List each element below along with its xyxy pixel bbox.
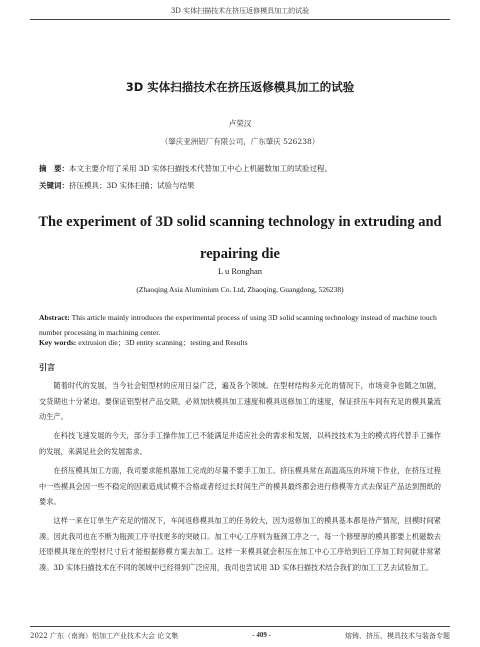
footer-topic: 熔铸、挤压、模具技术与装备专题 <box>345 632 450 640</box>
running-header: 3D 实体扫描技术在挤压返修模具加工的试验 <box>30 6 450 20</box>
page-footer <box>30 631 450 641</box>
english-keywords-text: extrusion die；3D entity scanning；testing and Results <box>78 338 248 347</box>
chinese-abstract-text: 本文主要介绍了采用 3D 实体扫描技术代替加工中心上机磁数加工的试验过程。 <box>69 164 333 173</box>
chinese-title: 3D 实体扫描技术在挤压返修模具加工的试验 <box>125 80 355 94</box>
english-abstract-label: Abstract: <box>39 313 70 322</box>
paragraph: 在挤压模具加工方面，我司要求能机器加工完成的尽量不要手工加工。挤压模具常在高温高压的环境下作业，在挤压过程中一些模具会因一些不稳定的因素造成试模不合格或者经过长时间生产的模具最终都会进行修模等方式去保证产品达到图纸的要求。 <box>39 465 441 507</box>
paragraph: 在科技飞速发展的今天，部分手工操作加工已不能满足并适应社会的需求和发展，以科技技术为主的模式将代替手工操作的发展，来满足社会的发展需求。 <box>39 431 441 456</box>
chinese-keywords-label: 关键词： <box>39 181 69 190</box>
english-affiliation: (Zhaoqing Asia Aluminium Co. Ltd, Zhaoqing, Guangdong, 526238) <box>136 285 344 294</box>
chinese-keywords <box>39 180 441 191</box>
page-number: - 409 - <box>252 631 271 639</box>
english-author: L u Ronghan <box>217 266 263 276</box>
footer-divider <box>30 626 450 627</box>
chinese-keywords-text: 挤压模具；3D 实体扫描；试验与结果 <box>69 181 195 190</box>
chinese-affiliation: （肇庆亚洲铝厂有限公司，广东肇庆 526238） <box>160 137 320 146</box>
body-text <box>39 378 441 579</box>
paragraph: 这样一来在订单生产充足的情况下，车间返修模具加工的任务较大，因为返修加工的模具基本都是待产情况，回模时间紧凑。因此我司也在不断为瓶颈工序寻找更多的突破口。加工中心工序则为瓶颈工序之一，每一个修壁厚的模具都要上机磁数去还原模具现在的型材尺寸后才能根据修模方案去加工。这样一来模具就会积压在加工中心工序给到后工序加工时间就非常紧凑。3D 实体扫描技术在不同的领域中已经得到广泛应用，我司也尝试用 3D 实体扫描技术结合我们的加工工艺去试验加工。 <box>39 516 441 573</box>
english-title: The experiment of 3D solid scanning technology in extruding and repairing die <box>38 214 442 262</box>
english-abstract-text: This article mainly introduces the experimental process of using 3D solid scanning technology instead of machine touch number processing in machining center. <box>39 313 437 337</box>
paragraph: 随着时代的发展，当今社会铝型材的应用日益广泛，遍及各个领域。在型材结构多元化的情况下，市场竞争也随之加剧，交货期也十分紧迫。要保证铝型材产品交期，必须加快模具加工速度和模具返修加工的速度，保证挤压车间有充足的模具量流动生产。 <box>39 381 441 422</box>
chinese-abstract-label: 摘 要： <box>39 164 69 173</box>
english-keywords-label: Key words: <box>39 338 77 347</box>
footer-proceedings: 2022 广东（南海）铝加工产业技术大会 论文集 <box>30 632 179 640</box>
chinese-author: 卢荣汉 <box>228 119 252 128</box>
section-heading: 引言 <box>39 363 55 372</box>
english-keywords <box>39 337 441 348</box>
english-abstract <box>39 310 441 340</box>
chinese-abstract <box>39 163 441 174</box>
